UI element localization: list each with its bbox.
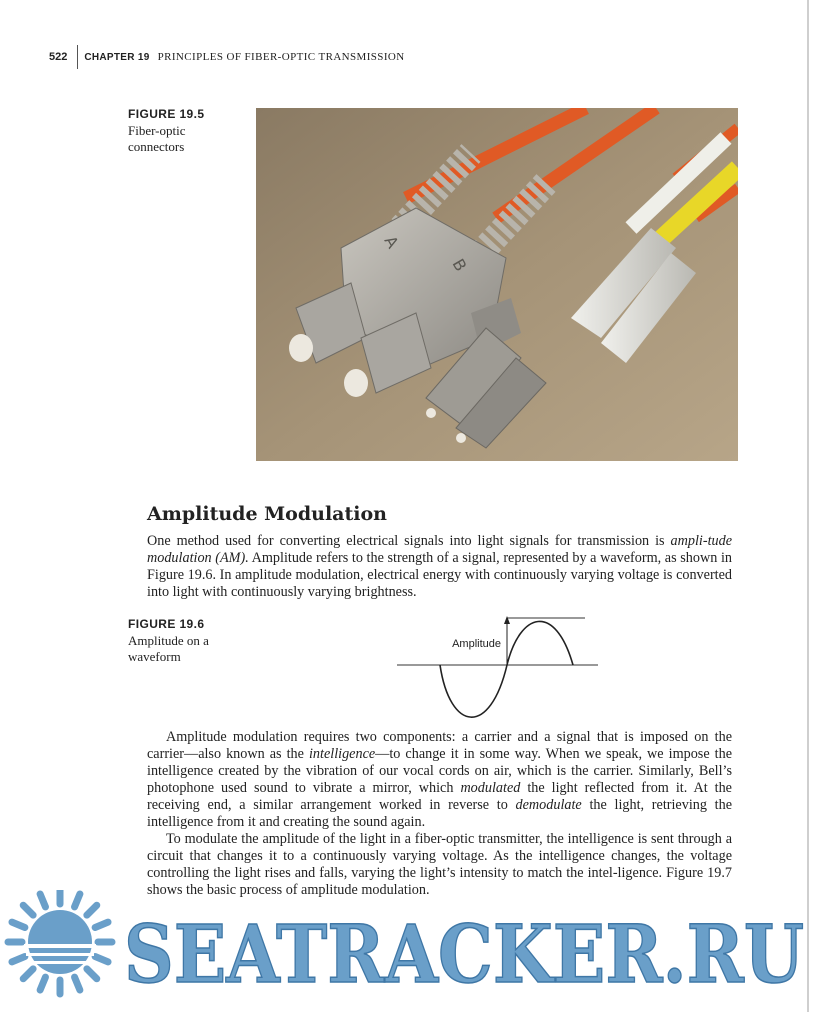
body-paragraph-0-run: intelligence xyxy=(308,746,376,762)
watermark-text: SEATRACKER.RU xyxy=(124,907,804,1000)
sun-ray xyxy=(75,894,80,907)
body-paragraph-0-run: Amplitude modulation requires two components: a carrier and a signal that is imposed on the carrier—also known as the xyxy=(147,729,732,762)
intro-run: ampli-tude modulation (AM). xyxy=(147,533,732,566)
amplitude-waveform-diagram xyxy=(395,612,600,742)
intro-paragraph xyxy=(147,533,732,601)
chapter-title: PRINCIPLES OF FIBER-OPTIC TRANSMISSION xyxy=(157,51,405,63)
figure-19-5-label: FIGURE 19.5 xyxy=(128,107,205,121)
intro-run: Amplitude refers to the strength of a signal, represented by a waveform, as shown in Figure 19.6. In amplitude modulation, electrical energy with continuously varying voltage is converted into light with continuously varying brightness. xyxy=(147,550,732,600)
figure-19-6-label: FIGURE 19.6 xyxy=(128,617,205,631)
body-paragraph-1-run: To modulate the amplitude of the light in a fiber-optic transmitter, the intelligence is sent through a circuit that changes it to a continuously varying voltage. As the intelligence changes, the voltage controlling the light rises and falls, varying the light’s intensity to match the intel-ligence. Figure 19.7 shows the basic process of amplitude modulation. xyxy=(147,831,732,898)
sun-ray xyxy=(40,894,45,907)
figure-19-6-caption-line: waveform xyxy=(128,649,181,664)
sun-ray xyxy=(95,957,108,962)
sun-ray xyxy=(87,905,97,915)
body-paragraph-0-run: demodulate xyxy=(515,797,582,813)
sun-ray xyxy=(12,957,25,962)
running-header xyxy=(49,46,405,68)
figure-19-5-caption-line: Fiber-optic xyxy=(128,123,186,138)
body-paragraph-0-run: modulated xyxy=(460,780,521,796)
figure-19-6-caption-line: Amplitude on a xyxy=(128,633,209,648)
sun-ray xyxy=(23,905,33,915)
page-edge-line xyxy=(807,0,809,1012)
body-paragraph-0-run: —to change it in some way. When we speak, we impose the intelligence created by the vibration of our vocal cords on air, which is the carrier. Similarly, Bell’s photophone used sound to vibrate a mirror, which xyxy=(147,746,732,796)
sun-ray xyxy=(23,969,33,979)
connector-letter-a: A xyxy=(380,232,403,252)
figure-19-6-caption xyxy=(128,633,238,665)
connector-letter-b: B xyxy=(448,255,471,275)
sun-ray xyxy=(40,977,45,990)
fiber-optic-connectors-photo xyxy=(256,108,738,461)
page-number: 522 xyxy=(49,51,68,63)
amplitude-label: Amplitude xyxy=(452,638,501,650)
chapter-label: CHAPTER 19 xyxy=(84,51,150,63)
sun-ray xyxy=(87,969,97,979)
body-paragraph-0-run: the light reflected from it. At the receiving end, a similar arrangement worked in reverse to xyxy=(147,780,732,813)
watermark xyxy=(0,890,815,1000)
body-paragraph-0-run: the light, retrieving the intelligence from it and creating the sound again. xyxy=(147,797,733,830)
arrow-head-icon xyxy=(504,616,510,624)
figure-19-5-caption xyxy=(128,123,238,155)
sun-ray xyxy=(95,922,108,927)
figure-19-5-caption-line: connectors xyxy=(128,139,185,154)
sun-ray xyxy=(75,977,80,990)
sun-ray xyxy=(12,922,25,927)
section-heading: Amplitude Modulation xyxy=(147,503,387,525)
body-paragraph xyxy=(147,831,732,899)
intro-run: One method used for converting electrical signals into light signals for transmission is xyxy=(147,533,671,549)
body-paragraph xyxy=(147,729,732,831)
sun-burst-icon xyxy=(8,890,112,994)
header-divider xyxy=(77,45,78,69)
